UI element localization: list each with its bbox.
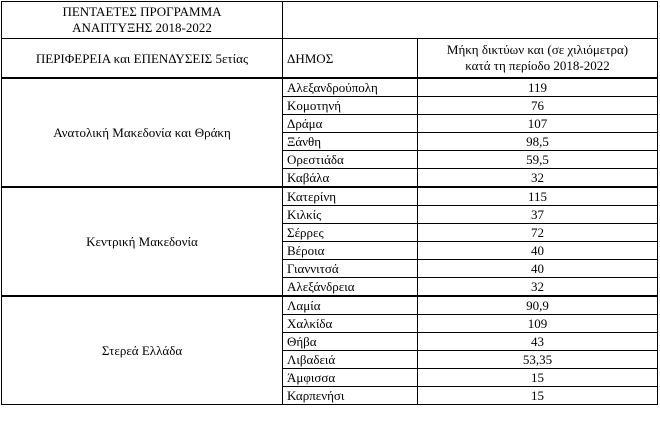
length-value-cell: 32 bbox=[418, 169, 658, 188]
length-value-cell: 15 bbox=[418, 387, 658, 405]
header-length-line-1: Μήκη δικτύων και (σε χιλιόμετρα) bbox=[446, 42, 629, 57]
municipality-cell: Θήβα bbox=[283, 333, 418, 351]
municipality-cell: Καβάλα bbox=[283, 169, 418, 188]
municipality-cell: Σέρρες bbox=[283, 224, 418, 242]
length-value-cell: 109 bbox=[418, 315, 658, 333]
header-length-line-2: κατά τη περίοδο 2018-2022 bbox=[465, 58, 610, 73]
municipality-cell: Ξάνθη bbox=[283, 133, 418, 151]
length-value-cell: 90,9 bbox=[418, 296, 658, 315]
length-value-cell: 40 bbox=[418, 242, 658, 260]
municipality-cell: Βέροια bbox=[283, 242, 418, 260]
length-value-cell: 119 bbox=[418, 78, 658, 97]
length-value-cell: 15 bbox=[418, 369, 658, 387]
table-row bbox=[2, 296, 658, 315]
region-name: Ανατολική Μακεδονία και Θράκη bbox=[2, 78, 283, 187]
header-row bbox=[2, 39, 658, 79]
length-value-cell: 76 bbox=[418, 97, 658, 115]
length-value-cell: 37 bbox=[418, 206, 658, 224]
table-row bbox=[2, 78, 658, 97]
table-row bbox=[2, 187, 658, 206]
length-value-cell: 53,35 bbox=[418, 351, 658, 369]
title-row bbox=[2, 2, 658, 39]
title-empty-cell bbox=[283, 2, 658, 39]
municipality-cell: Λαμία bbox=[283, 296, 418, 315]
municipality-cell: Δράμα bbox=[283, 115, 418, 133]
header-length bbox=[418, 39, 658, 79]
table-title bbox=[2, 2, 283, 39]
header-municipality: ΔΗΜΟΣ bbox=[283, 39, 418, 79]
title-line-2: ΑΝΑΠΤΥΞΗΣ 2018-2022 bbox=[72, 20, 212, 35]
region-name: Στερεά Ελλάδα bbox=[2, 296, 283, 405]
length-value-cell: 32 bbox=[418, 278, 658, 297]
length-value-cell: 107 bbox=[418, 115, 658, 133]
length-value-cell: 115 bbox=[418, 187, 658, 206]
municipality-cell: Λιβαδειά bbox=[283, 351, 418, 369]
length-value-cell: 98,5 bbox=[418, 133, 658, 151]
length-value-cell: 43 bbox=[418, 333, 658, 351]
length-value-cell: 72 bbox=[418, 224, 658, 242]
municipality-cell: Κιλκίς bbox=[283, 206, 418, 224]
municipality-cell: Κατερίνη bbox=[283, 187, 418, 206]
municipality-cell: Κομοτηνή bbox=[283, 97, 418, 115]
investment-table bbox=[1, 1, 658, 405]
header-region: ΠΕΡΙΦΕΡΕΙΑ και ΕΠΕΝΔΥΣΕΙΣ 5ετίας bbox=[2, 39, 283, 79]
length-value-cell: 59,5 bbox=[418, 151, 658, 169]
municipality-cell: Αλεξανδρούπολη bbox=[283, 78, 418, 97]
municipality-cell: Αλεξάνδρεια bbox=[283, 278, 418, 297]
municipality-cell: Ορεστιάδα bbox=[283, 151, 418, 169]
length-value-cell: 40 bbox=[418, 260, 658, 278]
municipality-cell: Γιαννιτσά bbox=[283, 260, 418, 278]
municipality-cell: Χαλκίδα bbox=[283, 315, 418, 333]
title-line-1: ΠΕΝΤΑΕΤΕΣ ΠΡΟΓΡΑΜΜΑ bbox=[62, 4, 222, 19]
municipality-cell: Καρπενήσι bbox=[283, 387, 418, 405]
municipality-cell: Άμφισσα bbox=[283, 369, 418, 387]
region-name: Κεντρική Μακεδονία bbox=[2, 187, 283, 296]
